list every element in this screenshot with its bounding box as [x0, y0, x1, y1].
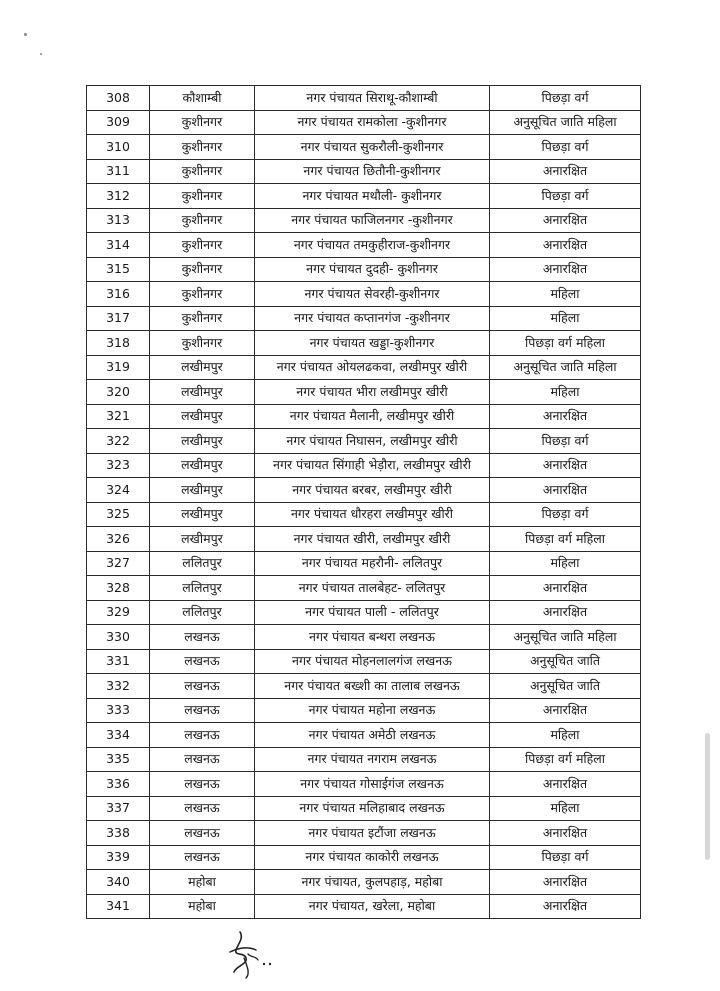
table-row — [87, 233, 641, 258]
district-cell: कुशीनगर — [150, 282, 255, 307]
district-cell: लखीमपुर — [150, 527, 255, 552]
category-cell: अनारक्षित — [490, 698, 641, 723]
serial-number-cell: 341 — [87, 894, 150, 919]
district-cell: लखनऊ — [150, 723, 255, 748]
district-cell: लखीमपुर — [150, 429, 255, 454]
body-name-cell: नगर पंचायत सुकरौली-कुशीनगर — [255, 135, 490, 160]
table-row — [87, 404, 641, 429]
serial-number-cell: 330 — [87, 625, 150, 650]
district-cell: कुशीनगर — [150, 257, 255, 282]
serial-number-cell: 335 — [87, 747, 150, 772]
table-row — [87, 821, 641, 846]
serial-number-cell: 309 — [87, 110, 150, 135]
district-cell: लखीमपुर — [150, 355, 255, 380]
table-row — [87, 527, 641, 552]
body-name-cell: नगर पंचायत सेवरही-कुशीनगर — [255, 282, 490, 307]
category-cell: महिला — [490, 306, 641, 331]
body-name-cell: नगर पंचायत मोहनलालगंज लखनऊ — [255, 649, 490, 674]
body-name-cell: नगर पंचायत महरौनी- ललितपुर — [255, 551, 490, 576]
body-name-cell: नगर पंचायत तालबेहट- ललितपुर — [255, 576, 490, 601]
category-cell: अनारक्षित — [490, 821, 641, 846]
district-cell: लखीमपुर — [150, 478, 255, 503]
category-cell: अनारक्षित — [490, 772, 641, 797]
body-name-cell: नगर पंचायत सिराथू-कौशाम्बी — [255, 86, 490, 111]
serial-number-cell: 320 — [87, 380, 150, 405]
body-name-cell: नगर पंचायत बरबर, लखीमपुर खीरी — [255, 478, 490, 503]
district-cell: लखनऊ — [150, 649, 255, 674]
district-cell: कुशीनगर — [150, 208, 255, 233]
table-row — [87, 429, 641, 454]
handwritten-signature-icon — [226, 928, 274, 980]
body-name-cell: नगर पंचायत सिंगाही भेड़ौरा, लखीमपुर खीरी — [255, 453, 490, 478]
category-cell: पिछड़ा वर्ग — [490, 502, 641, 527]
category-cell: अनारक्षित — [490, 257, 641, 282]
category-cell: अनारक्षित — [490, 404, 641, 429]
table-row — [87, 698, 641, 723]
district-cell: लखनऊ — [150, 845, 255, 870]
serial-number-cell: 311 — [87, 159, 150, 184]
category-cell: महिला — [490, 723, 641, 748]
table-row — [87, 845, 641, 870]
table-row — [87, 355, 641, 380]
serial-number-cell: 314 — [87, 233, 150, 258]
district-cell: कुशीनगर — [150, 331, 255, 356]
category-cell: महिला — [490, 282, 641, 307]
district-cell: कुशीनगर — [150, 233, 255, 258]
serial-number-cell: 331 — [87, 649, 150, 674]
table-row — [87, 747, 641, 772]
serial-number-cell: 316 — [87, 282, 150, 307]
table-row — [87, 551, 641, 576]
category-cell: पिछड़ा वर्ग — [490, 135, 641, 160]
body-name-cell: नगर पंचायत बख्शी का तालाब लखनऊ — [255, 674, 490, 699]
serial-number-cell: 338 — [87, 821, 150, 846]
district-cell: लखीमपुर — [150, 453, 255, 478]
category-cell: अनारक्षित — [490, 576, 641, 601]
category-cell: अनारक्षित — [490, 453, 641, 478]
table-row — [87, 331, 641, 356]
table-row — [87, 135, 641, 160]
serial-number-cell: 321 — [87, 404, 150, 429]
reservation-table — [86, 85, 641, 919]
table-row — [87, 257, 641, 282]
serial-number-cell: 323 — [87, 453, 150, 478]
body-name-cell: नगर पंचायत मलिहाबाद लखनऊ — [255, 796, 490, 821]
category-cell: अनारक्षित — [490, 159, 641, 184]
body-name-cell: नगर पंचायत तमकुहीराज-कुशीनगर — [255, 233, 490, 258]
serial-number-cell: 337 — [87, 796, 150, 821]
body-name-cell: नगर पंचायत भीरा लखीमपुर खीरी — [255, 380, 490, 405]
district-cell: ललितपुर — [150, 576, 255, 601]
category-cell: महिला — [490, 796, 641, 821]
table-row — [87, 649, 641, 674]
body-name-cell: नगर पंचायत पाली - ललितपुर — [255, 600, 490, 625]
category-cell: पिछड़ा वर्ग — [490, 184, 641, 209]
category-cell: अनारक्षित — [490, 478, 641, 503]
body-name-cell: नगर पंचायत इटौंजा लखनऊ — [255, 821, 490, 846]
serial-number-cell: 322 — [87, 429, 150, 454]
district-cell: महोबा — [150, 870, 255, 895]
body-name-cell: नगर पंचायत, कुलपहाड़, महोबा — [255, 870, 490, 895]
district-cell: लखनऊ — [150, 625, 255, 650]
district-cell: लखनऊ — [150, 674, 255, 699]
body-name-cell: नगर पंचायत कप्तानगंज -कुशीनगर — [255, 306, 490, 331]
district-cell: लखीमपुर — [150, 502, 255, 527]
table-row — [87, 184, 641, 209]
table-row — [87, 478, 641, 503]
body-name-cell: नगर पंचायत बन्थरा लखनऊ — [255, 625, 490, 650]
body-name-cell: नगर पंचायत रामकोला -कुशीनगर — [255, 110, 490, 135]
category-cell: महिला — [490, 551, 641, 576]
table-row — [87, 159, 641, 184]
serial-number-cell: 310 — [87, 135, 150, 160]
table-row — [87, 282, 641, 307]
table-row — [87, 894, 641, 919]
table-row — [87, 625, 641, 650]
body-name-cell: नगर पंचायत नगराम लखनऊ — [255, 747, 490, 772]
body-name-cell: नगर पंचायत खीरी, लखीमपुर खीरी — [255, 527, 490, 552]
body-name-cell: नगर पंचायत महोना लखनऊ — [255, 698, 490, 723]
serial-number-cell: 319 — [87, 355, 150, 380]
serial-number-cell: 332 — [87, 674, 150, 699]
category-cell: पिछड़ा वर्ग — [490, 86, 641, 111]
table-row — [87, 502, 641, 527]
district-cell: लखनऊ — [150, 821, 255, 846]
district-cell: कुशीनगर — [150, 110, 255, 135]
district-cell: महोबा — [150, 894, 255, 919]
serial-number-cell: 340 — [87, 870, 150, 895]
serial-number-cell: 315 — [87, 257, 150, 282]
category-cell: अनारक्षित — [490, 870, 641, 895]
serial-number-cell: 339 — [87, 845, 150, 870]
category-cell: पिछड़ा वर्ग — [490, 845, 641, 870]
reservation-table-body — [87, 86, 641, 919]
scan-speck — [40, 53, 42, 55]
category-cell: अनारक्षित — [490, 208, 641, 233]
category-cell: अनारक्षित — [490, 894, 641, 919]
serial-number-cell: 326 — [87, 527, 150, 552]
body-name-cell: नगर पंचायत दुदही- कुशीनगर — [255, 257, 490, 282]
table-row — [87, 86, 641, 111]
category-cell: पिछड़ा वर्ग — [490, 429, 641, 454]
serial-number-cell: 318 — [87, 331, 150, 356]
table-row — [87, 576, 641, 601]
district-cell: कौशाम्बी — [150, 86, 255, 111]
serial-number-cell: 327 — [87, 551, 150, 576]
district-cell: कुशीनगर — [150, 159, 255, 184]
table-row — [87, 772, 641, 797]
category-cell: अनारक्षित — [490, 233, 641, 258]
category-cell: अनुसूचित जाति महिला — [490, 625, 641, 650]
serial-number-cell: 329 — [87, 600, 150, 625]
body-name-cell: नगर पंचायत गोसाईगंज लखनऊ — [255, 772, 490, 797]
category-cell: पिछड़ा वर्ग महिला — [490, 747, 641, 772]
category-cell: महिला — [490, 380, 641, 405]
serial-number-cell: 324 — [87, 478, 150, 503]
body-name-cell: नगर पंचायत खड्डा-कुशीनगर — [255, 331, 490, 356]
district-cell: कुशीनगर — [150, 184, 255, 209]
table-row — [87, 723, 641, 748]
district-cell: ललितपुर — [150, 600, 255, 625]
body-name-cell: नगर पंचायत छितौनी-कुशीनगर — [255, 159, 490, 184]
serial-number-cell: 317 — [87, 306, 150, 331]
district-cell: लखनऊ — [150, 747, 255, 772]
table-row — [87, 796, 641, 821]
body-name-cell: नगर पंचायत मैलानी, लखीमपुर खीरी — [255, 404, 490, 429]
table-row — [87, 208, 641, 233]
district-cell: लखीमपुर — [150, 380, 255, 405]
body-name-cell: नगर पंचायत, खरेला, महोबा — [255, 894, 490, 919]
district-cell: ललितपुर — [150, 551, 255, 576]
body-name-cell: नगर पंचायत निघासन, लखीमपुर खीरी — [255, 429, 490, 454]
serial-number-cell: 325 — [87, 502, 150, 527]
category-cell: अनुसूचित जाति महिला — [490, 110, 641, 135]
serial-number-cell: 328 — [87, 576, 150, 601]
category-cell: पिछड़ा वर्ग महिला — [490, 527, 641, 552]
body-name-cell: नगर पंचायत फाजिलनगर -कुशीनगर — [255, 208, 490, 233]
category-cell: अनुसूचित जाति — [490, 674, 641, 699]
scan-speck — [24, 33, 27, 36]
district-cell: लखीमपुर — [150, 404, 255, 429]
district-cell: कुशीनगर — [150, 306, 255, 331]
scrollbar-thumb[interactable] — [705, 733, 710, 860]
table-row — [87, 306, 641, 331]
category-cell: अनुसूचित जाति महिला — [490, 355, 641, 380]
table-row — [87, 110, 641, 135]
body-name-cell: नगर पंचायत ओयलढकवा, लखीमपुर खीरी — [255, 355, 490, 380]
table-row — [87, 600, 641, 625]
serial-number-cell: 336 — [87, 772, 150, 797]
serial-number-cell: 313 — [87, 208, 150, 233]
body-name-cell: नगर पंचायत मथौली- कुशीनगर — [255, 184, 490, 209]
district-cell: लखनऊ — [150, 698, 255, 723]
table-row — [87, 870, 641, 895]
category-cell: अनारक्षित — [490, 600, 641, 625]
body-name-cell: नगर पंचायत धौरहरा लखीमपुर खीरी — [255, 502, 490, 527]
serial-number-cell: 333 — [87, 698, 150, 723]
body-name-cell: नगर पंचायत अमेठी लखनऊ — [255, 723, 490, 748]
category-cell: पिछड़ा वर्ग महिला — [490, 331, 641, 356]
serial-number-cell: 334 — [87, 723, 150, 748]
table-row — [87, 674, 641, 699]
table-row — [87, 453, 641, 478]
district-cell: कुशीनगर — [150, 135, 255, 160]
district-cell: लखनऊ — [150, 796, 255, 821]
serial-number-cell: 308 — [87, 86, 150, 111]
district-cell: लखनऊ — [150, 772, 255, 797]
table-row — [87, 380, 641, 405]
serial-number-cell: 312 — [87, 184, 150, 209]
category-cell: अनुसूचित जाति — [490, 649, 641, 674]
body-name-cell: नगर पंचायत काकोरी लखनऊ — [255, 845, 490, 870]
